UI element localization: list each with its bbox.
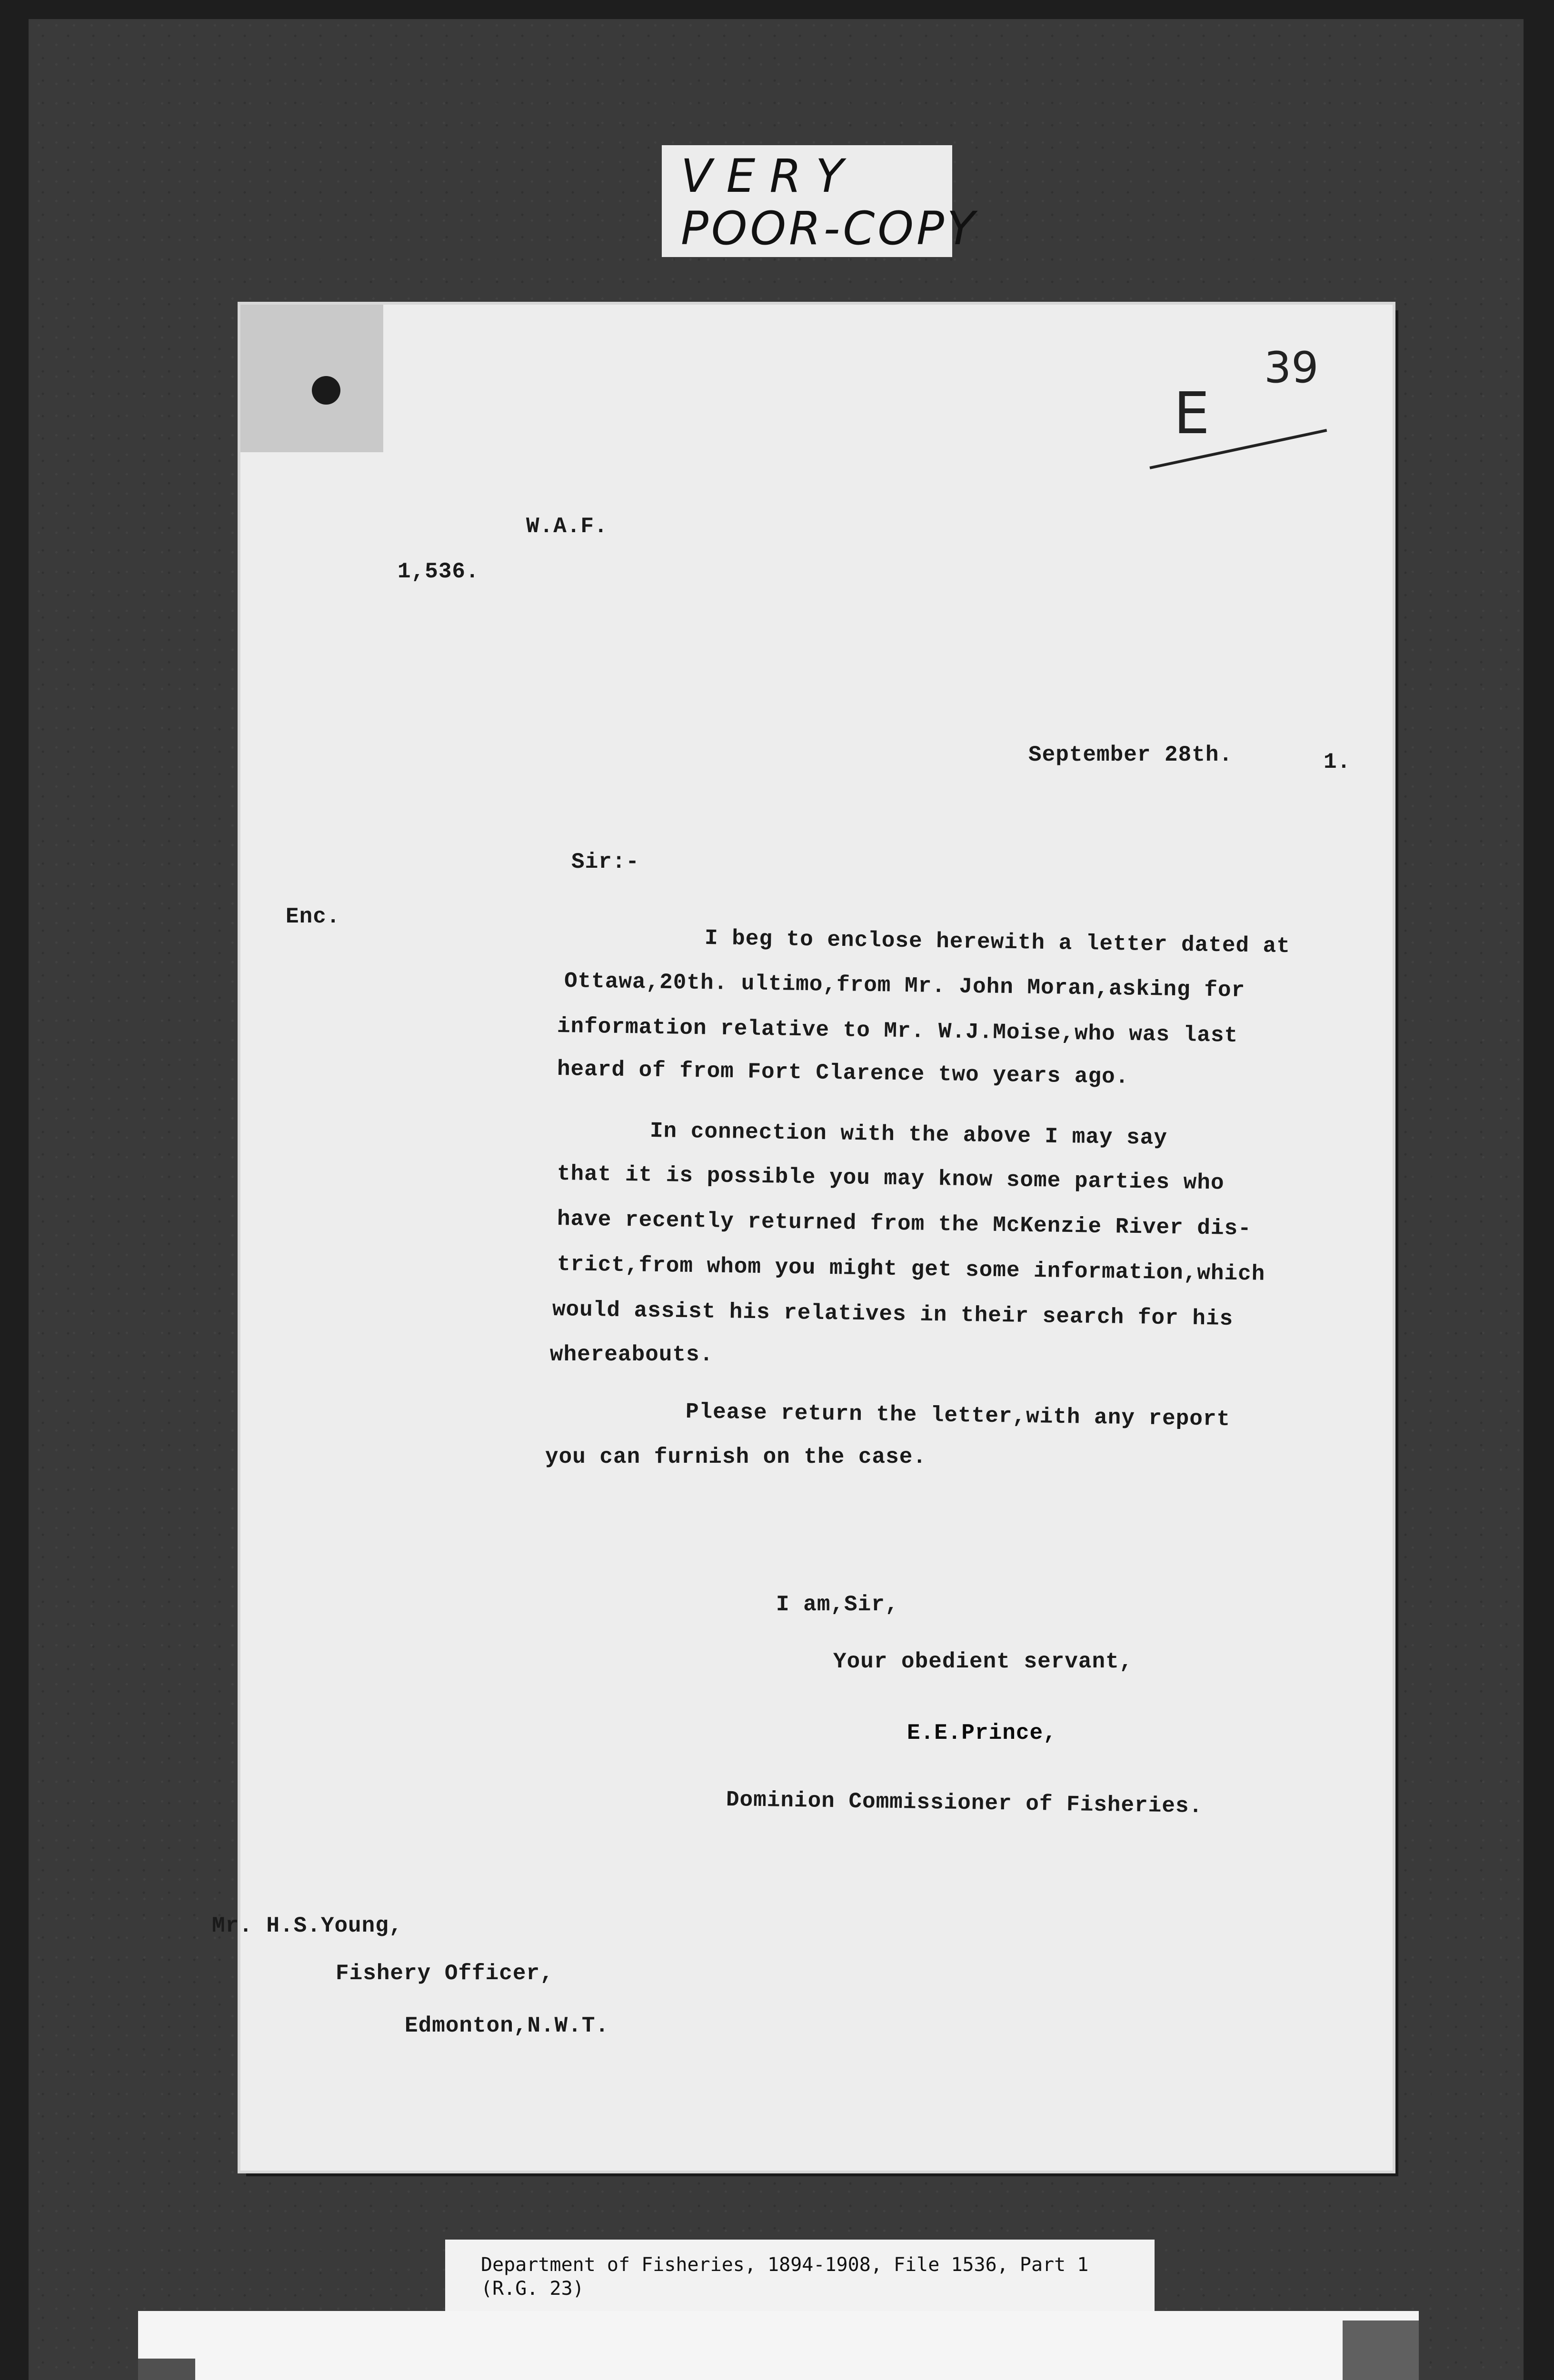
handwritten-note-label — [662, 145, 978, 257]
body-line: Please return the letter,with any report — [685, 1399, 1231, 1432]
scan-border-left — [0, 0, 29, 2380]
punch-hole — [312, 376, 340, 405]
letter-page — [212, 305, 1393, 2171]
file-number: 1,536. — [398, 559, 479, 584]
enclosure-note: Enc. — [286, 904, 340, 929]
archive-card — [138, 2311, 1419, 2380]
addressee-place: Edmonton,N.W.T. — [405, 2013, 609, 2038]
body-line: trict,from whom you might get some information,which — [557, 1252, 1265, 1287]
body-line: In connection with the above I may say — [649, 1119, 1168, 1151]
page-number: 1. — [1324, 750, 1351, 774]
addressee-title: Fishery Officer, — [336, 1961, 554, 1986]
body-line: information relative to Mr. W.J.Moise,who was last — [557, 1014, 1238, 1048]
caption-line-1: Department of Fisheries, 1894-1908, File 1536, Part 1 — [481, 2254, 1089, 2276]
note-line-2: POOR-COPY — [681, 202, 978, 255]
closing-line-1: I am,Sir, — [776, 1592, 899, 1617]
pencil-page-number: 39 — [1264, 343, 1319, 393]
body-line: Ottawa,20th. ultimo,from Mr. John Moran,asking for — [564, 969, 1245, 1003]
salutation: Sir:- — [571, 850, 640, 874]
addressee-name: Mr. H.S.Young, — [212, 1914, 403, 1938]
caption-line-2: (R.G. 23) — [481, 2278, 584, 2300]
signature: E.E.Prince, — [907, 1721, 1057, 1745]
card-shadow-left — [138, 2359, 195, 2380]
signature-title: Dominion Commissioner of Fisheries. — [726, 1787, 1203, 1819]
pencil-mark: E — [1174, 381, 1210, 447]
body-line: would assist his relatives in their search for his — [552, 1297, 1234, 1331]
archive-caption — [445, 2240, 1155, 2316]
body-line: you can furnish on the case. — [545, 1445, 926, 1469]
body-line: have recently returned from the McKenzie River dis- — [557, 1207, 1252, 1241]
letter-date: September 28th. — [1028, 743, 1233, 767]
body-line: that it is possible you may know some parties who — [557, 1161, 1225, 1196]
corner-patch — [240, 305, 383, 452]
note-line-1: VERY — [681, 149, 858, 203]
closing-line-2: Your obedient servant, — [833, 1649, 1133, 1674]
card-shadow-right — [1343, 2320, 1419, 2380]
initials: W.A.F. — [526, 514, 608, 539]
body-line: heard of from Fort Clarence two years ago. — [557, 1057, 1129, 1090]
scan-border-top — [0, 0, 1554, 19]
scan-border-right — [1524, 0, 1554, 2380]
body-line: whereabouts. — [550, 1342, 714, 1367]
body-line: I beg to enclose herewith a letter dated at — [704, 926, 1291, 959]
